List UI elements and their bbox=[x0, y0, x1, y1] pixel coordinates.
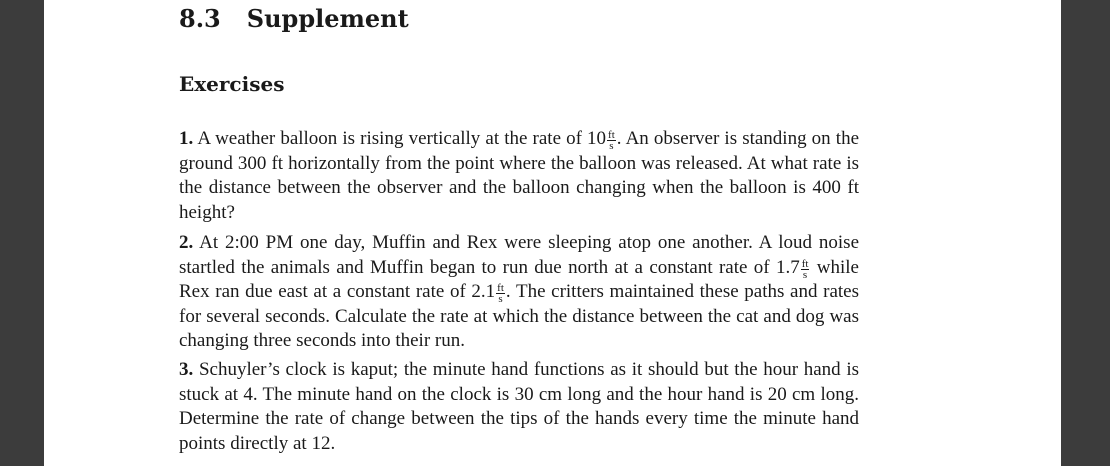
section-number: 8.3 bbox=[179, 4, 221, 33]
fraction-numerator: ft bbox=[801, 257, 809, 270]
fraction-numerator: ft bbox=[497, 282, 504, 294]
unit-fraction bbox=[607, 130, 616, 151]
exercise-text: while Rex ran due east at a constant rate of 2.1 bbox=[179, 256, 859, 302]
exercise-number: 3. bbox=[179, 359, 194, 380]
exercise-text: Schuyler’s clock is kaput; the minute hand functions as it should but the hour hand is stuck at 4. The minute hand on the clock is 30 cm long and the hour hand is 20 cm long. Determine the rate of change between the tips of the hands every time the minute hand points directly at 12. bbox=[179, 359, 859, 454]
exercise-number: 1. bbox=[179, 128, 194, 149]
unit-fraction bbox=[801, 259, 810, 280]
exercise-3 bbox=[179, 358, 859, 456]
fraction-denominator: s bbox=[609, 140, 614, 152]
exercise-1 bbox=[179, 127, 859, 225]
exercise-text: At 2:00 PM one day, Muffin and Rex were sleeping atop one another. A loud noise startled the animals and Muffin began to run due north at a constant rate of 1.7 bbox=[179, 232, 859, 278]
fraction-denominator: s bbox=[802, 268, 808, 281]
fraction-denominator: s bbox=[498, 293, 503, 305]
section-title: Supplement bbox=[246, 4, 409, 33]
document-page bbox=[44, 0, 1061, 466]
subsection-heading: Exercises bbox=[179, 72, 285, 96]
exercise-2 bbox=[179, 231, 859, 354]
section-heading bbox=[179, 4, 409, 33]
unit-fraction bbox=[496, 283, 505, 304]
exercise-text: . An observer is standing on the ground 300 ft horizontally from the point where the balloon was released. At what rate is the distance between the observer and the balloon changing when the balloon is 400 ft height? bbox=[179, 128, 860, 223]
exercise-text: A weather balloon is rising vertically at the rate of 10 bbox=[197, 128, 607, 149]
fraction-numerator: ft bbox=[608, 129, 615, 141]
exercise-text: . The critters maintained these paths and rates for several seconds. Calculate the rate at which the distance between the cat and dog was changing three seconds into their run. bbox=[179, 281, 859, 351]
exercise-number: 2. bbox=[179, 232, 194, 253]
